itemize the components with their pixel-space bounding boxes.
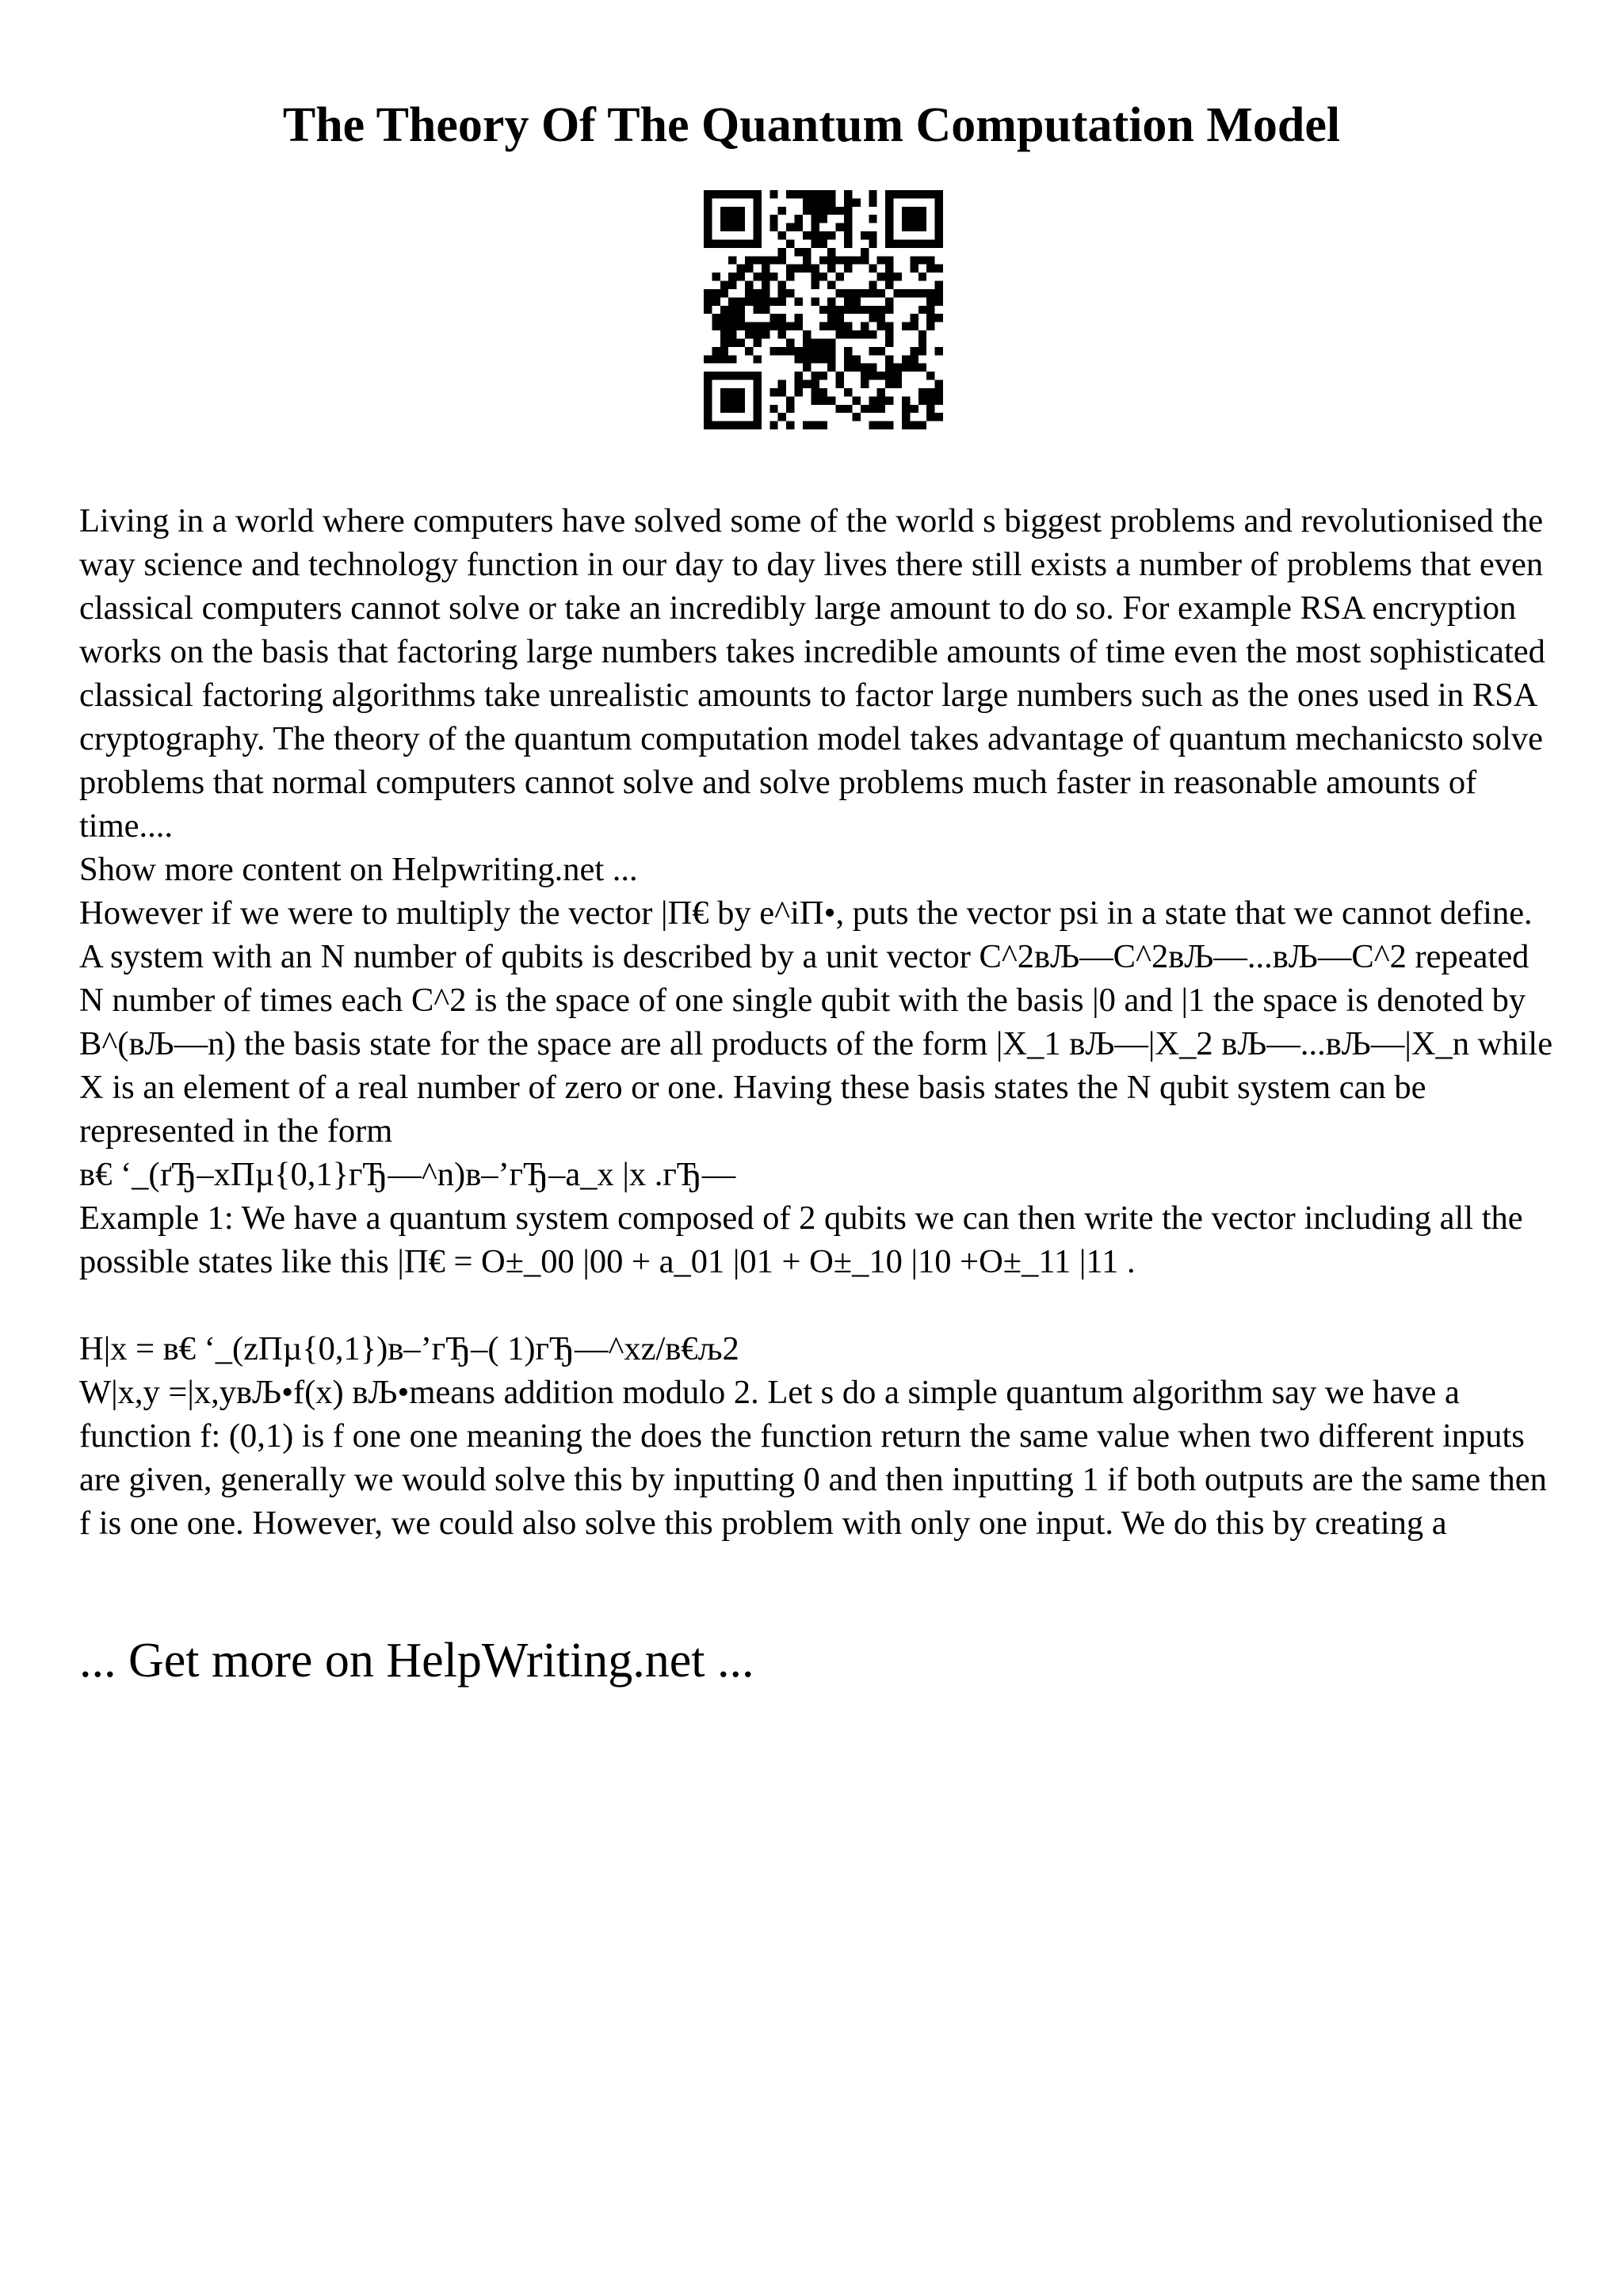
formula-line: в€ ‘_(ґЂ–xПµ{0,1}гЂ—^n)в–’гЂ–a_x |x .гЂ— (79, 1156, 736, 1193)
body-paragraph: Living in a world where computers have solved some of the world s biggest problems and revolutionised the way science and technology function in our day to day lives there still exists a number of problems that even classical computers cannot solve or take an incredibly large amount to do so. For example RSA encryption works on the basis that factoring large numbers takes incredible amounts of time even the most sophisticated classical factoring algorithms take unrealistic amounts to factor large numbers such as the ones used in RSA cryptography. The theory of the quantum computation model takes advantage of quantum mechanicsto solve problems that normal computers cannot solve and solve problems much faster in reasonable amounts of time.... (79, 502, 1545, 845)
formula-line: H|x = в€ ‘_(zПµ{0,1})в–’гЂ–( 1)гЂ—^xz/в€љ2 (79, 1330, 739, 1367)
body-paragraph: W|x,y =|x,yвЉ•f(x) вЉ•means addition modulo 2. Let s do a simple quantum algorithm say we have a function f: (0,1) is f one one meaning the does the function return the same value when two different inputs are given, generally we would solve this by inputting 0 and then inputting 1 if both outputs are the same then f is one one. However, we could also solve this problem with only one input. We do this by creating a (79, 1374, 1547, 1542)
document-title: The Theory Of The Quantum Computation Model (282, 98, 1341, 152)
show-more-link[interactable]: Show more content on Helpwriting.net ... (79, 851, 638, 888)
qr-code-icon[interactable] (704, 190, 943, 429)
body-paragraph: However if we were to multiply the vector |П€ by e^iП•, puts the vector psi in a state that we cannot define. A system with an N number of qubits is described by a unit vector C^2вЉ—C^2вЉ—...вЉ—C^2 repeated N number of times each C^2 is the space of one single qubit with the basis |0 and |1 the space is denoted by B^(вЉ—n) the basis state for the space are all products of the form |X_1 вЉ—|X_2 вЉ—...вЉ—|X_n while X is an element of a real number of zero or one. Having these basis states the N qubit system can be represented in the form (79, 894, 1553, 1150)
document-body (79, 499, 1561, 1545)
body-paragraph: Example 1: We have a quantum system composed of 2 qubits we can then write the vector including all the possible states like this |П€ = О±_00 |00 + a_01 |01 + О±_10 |10 +О±_11 |11 . (79, 1199, 1523, 1280)
blank-line (79, 1283, 1561, 1327)
get-more-link[interactable]: ... Get more on HelpWriting.net ... (79, 1634, 754, 1688)
qr-code-graphic (704, 190, 943, 429)
